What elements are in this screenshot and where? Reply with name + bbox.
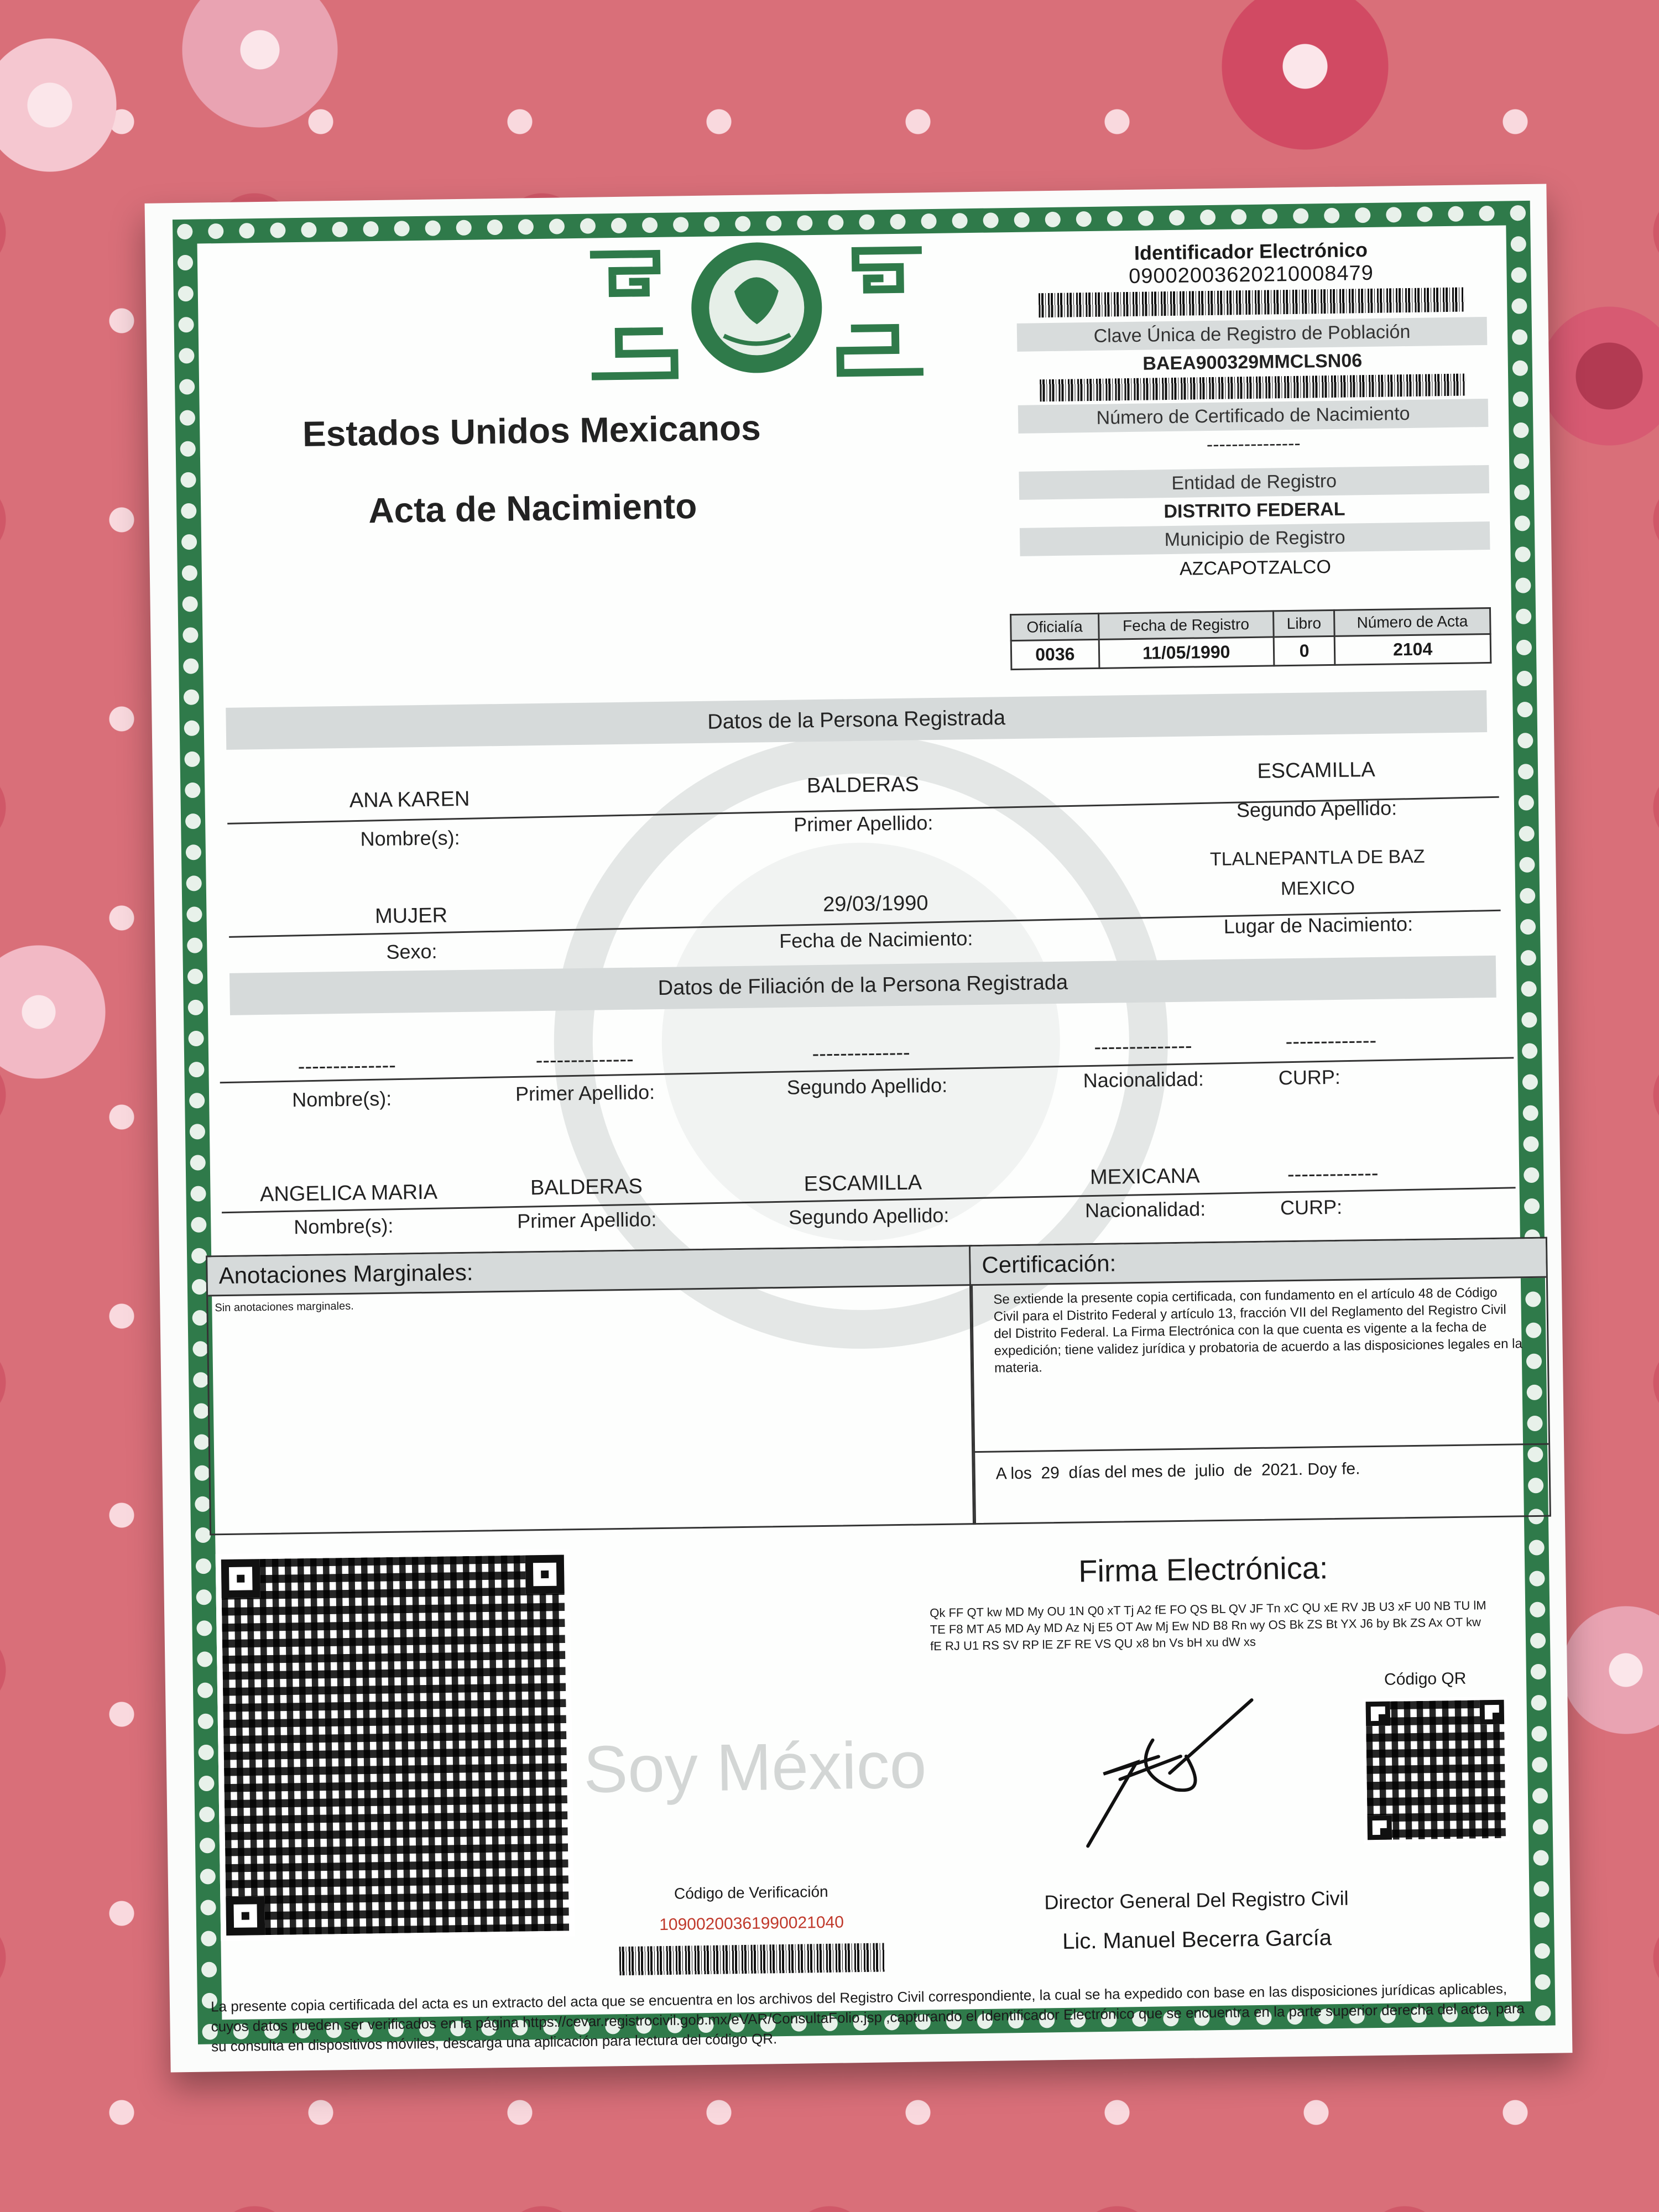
table-cell: 2104	[1334, 634, 1490, 665]
parent2-curp-label: CURP:	[1280, 1195, 1343, 1219]
qr-eye	[221, 1559, 260, 1598]
registry-table	[1010, 607, 1491, 670]
soy-mexico-watermark: Soy México	[583, 1728, 927, 1807]
person-second-surname: ESCAMILLA	[1257, 758, 1375, 783]
birth-certificate	[145, 184, 1573, 2072]
qr-eye	[525, 1555, 565, 1594]
entity-value: DISTRITO FEDERAL	[1164, 498, 1345, 523]
coat-of-arms-icon	[584, 228, 929, 388]
birth-place-label: Lugar de Nacimiento:	[1223, 912, 1413, 938]
parent2-second-surname: ESCAMILLA	[804, 1171, 922, 1196]
parent1-nationality-label: Nacionalidad:	[1083, 1067, 1204, 1092]
parent2-nationality: MEXICANA	[1089, 1164, 1200, 1190]
second-surname-label: Segundo Apellido:	[1236, 796, 1397, 822]
parent1-curp-label: CURP:	[1278, 1065, 1341, 1089]
qr-eye	[226, 1896, 265, 1936]
first-surname-label: Primer Apellido:	[793, 811, 933, 836]
electronic-id-value: 09002003620210008479	[1128, 261, 1374, 289]
person-name: ANA KAREN	[349, 787, 470, 812]
handwritten-signature-icon	[1069, 1689, 1270, 1858]
parent1-first-surname-label: Primer Apellido:	[515, 1081, 655, 1105]
verification-code: 10900200361990021040	[659, 1913, 844, 1934]
entity-label: Entidad de Registro	[1019, 465, 1489, 500]
signature-hash: Qk FF QT kw MD My OU 1N Q0 xT Tj A2 fE FO QS BL QV JF Tn xC QU xE RV JB U3 xF U0 NB TU lM TE F8 MT A5 MD Ay MD Az Nj E5 OT Aw Mj Ew ND B8 Rn wy OS Bk ZS Bt YX J6 by Bk ZS Ax OT kw fE RJ U1 RS SV RP lE ZF RE VS QU x8 bn Vs bH xu dW xs	[930, 1598, 1486, 1653]
person-first-surname: BALDERAS	[806, 773, 920, 798]
curp-barcode	[1040, 374, 1465, 402]
table-header: Libro	[1273, 610, 1334, 637]
parent2-curp: -------------	[1287, 1161, 1379, 1187]
background-flower	[0, 940, 111, 1084]
director-title: Director General Del Registro Civil	[1044, 1886, 1349, 1914]
verification-barcode	[619, 1943, 885, 1975]
annotations-title: Anotaciones Marginales:	[207, 1246, 971, 1296]
curp-label: Clave Única de Registro de Población	[1017, 317, 1488, 352]
footer-text: La presente copia certificada del acta es un extracto del acta que se encuentra en los archivos del Registro Civil correspondiente, la cual se ha expedido con base en las disposiciones jurídicas aplicables, cuyos datos pueden ser verificados en la página https://cevar.registrocivil.gob.mx/eVAR/ConsultaFolio.jsp ,capturando el Identificador Electrónico que se encuentra en la parte superior derecha del acta, para su consulta en dispositivos móviles, descarga una aplicación para lectura del código QR.	[210, 1980, 1525, 2055]
document-title: Acta de Nacimiento	[368, 486, 697, 531]
parent1-name: --------------	[298, 1053, 397, 1079]
curp-value: BAEA900329MMCLSN06	[1142, 350, 1363, 374]
birth-date-label: Fecha de Nacimiento:	[779, 927, 973, 952]
table-cell: 0	[1274, 636, 1335, 666]
birth-cert-label: Número de Certificado de Nacimiento	[1018, 399, 1489, 434]
parent2-second-surname-label: Segundo Apellido:	[788, 1203, 950, 1229]
parent2-nationality-label: Nacionalidad:	[1084, 1197, 1206, 1222]
background-flower	[0, 33, 122, 177]
parent1-second-surname-label: Segundo Apellido:	[786, 1073, 948, 1099]
filiation-section-title: Datos de Filiación de la Persona Registrada	[229, 956, 1496, 1015]
parent1-second-surname: --------------	[812, 1041, 910, 1066]
green-border	[173, 201, 1556, 2055]
table-cell: 11/05/1990	[1099, 637, 1274, 668]
birth-cert-value: ---------------	[1206, 432, 1301, 456]
municipality-value: AZCAPOTZALCO	[1179, 556, 1332, 580]
certification-divider	[973, 1443, 1548, 1453]
country-title: Estados Unidos Mexicanos	[302, 408, 761, 454]
parent2-name-label: Nombre(s):	[294, 1214, 394, 1239]
qr-label: Código QR	[1384, 1669, 1467, 1689]
person-section-title: Datos de la Persona Registrada	[226, 690, 1487, 750]
table-header: Número de Acta	[1334, 608, 1490, 636]
person-birth-date: 29/03/1990	[822, 891, 928, 916]
municipality-label: Municipio de Registro	[1020, 521, 1490, 556]
person-sex: MUJER	[374, 904, 448, 928]
director-name: Lic. Manuel Becerra García	[1062, 1926, 1332, 1954]
verification-qr-code	[216, 1549, 575, 1941]
parent1-first-surname: --------------	[535, 1047, 634, 1073]
certification-text: Se extiende la presente copia certificada, con fundamento en el artículo 48 de Código Civil para el Distrito Federal y artículo 13, fracción VII del Reglamento del Registro Civil del Distrito Federal. La Firma Electrónica con la que cuenta es vigente a la fecha de expedición; tiene validez jurídica y probatoria de acuerdo a las disposiciones legales en la materia.	[993, 1285, 1523, 1376]
birth-place-state: MEXICO	[1280, 877, 1355, 900]
annotations-text: Sin anotaciones marginales.	[215, 1300, 354, 1314]
name-label: Nombre(s):	[360, 826, 460, 851]
background-flower	[1559, 1604, 1659, 1736]
table-cell: 0036	[1011, 639, 1099, 669]
qr-eye	[1367, 1815, 1392, 1840]
signature-title: Firma Electrónica:	[1078, 1550, 1328, 1589]
certification-box	[969, 1237, 1551, 1525]
certification-date: A los 29 días del mes de julio de 2021. Doy fe.	[995, 1459, 1360, 1483]
parent1-name-label: Nombre(s):	[291, 1087, 392, 1112]
background-flower	[1537, 304, 1659, 448]
electronic-id-barcode	[1039, 288, 1465, 318]
qr-eye	[1366, 1702, 1391, 1726]
identifiers-panel	[1016, 237, 1490, 582]
parent2-first-surname: BALDERAS	[530, 1175, 643, 1200]
annotations-box	[206, 1245, 976, 1535]
certification-title: Certificación:	[971, 1239, 1546, 1286]
parent2-first-surname-label: Primer Apellido:	[517, 1208, 657, 1233]
qr-eye	[1480, 1700, 1505, 1725]
sex-label: Sexo:	[386, 940, 437, 963]
parent2-name: ANGELICA MARIA	[259, 1180, 438, 1207]
verification-label: Código de Verificación	[674, 1882, 828, 1902]
table-header: Fecha de Registro	[1098, 611, 1274, 639]
table-header: Oficialía	[1011, 613, 1099, 640]
parent1-nationality: --------------	[1094, 1034, 1192, 1060]
parent1-curp: -------------	[1285, 1029, 1377, 1054]
background-flower	[1217, 0, 1394, 155]
background-flower	[177, 0, 343, 133]
electronic-id-label: Identificador Electrónico	[1134, 238, 1368, 264]
birth-place-city: TLALNEPANTLA DE BAZ	[1209, 846, 1425, 870]
signature-qr-code	[1362, 1697, 1509, 1844]
